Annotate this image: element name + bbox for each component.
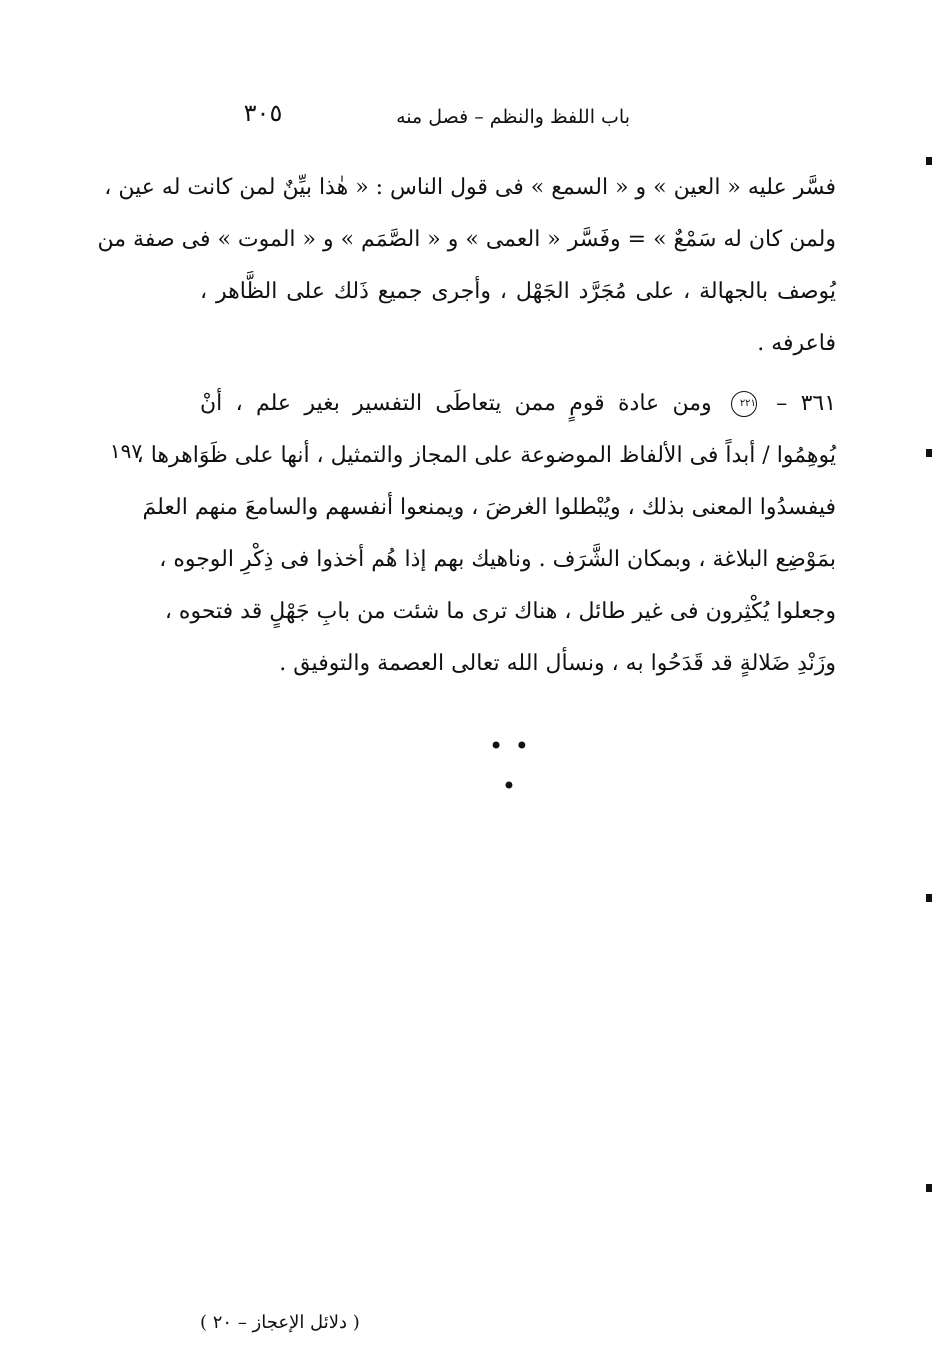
paragraph-number: ٣٦١ – (776, 391, 837, 416)
section-end-marks: • • • (489, 732, 531, 800)
paragraph-marker-circle: ٢٢١ (731, 391, 757, 417)
page-number: ٣٠٥ (243, 99, 283, 127)
paragraph-2-line: وجعلوا يُكْثِرون فى غير طائل ، هناك ترى ما شئت من بابِ جَهْلٍ قد فتحوه ، (164, 599, 836, 624)
paragraph-2-line: يُوهِمُوا / أبداً فى الألفاظ الموضوعة على المجاز والتمثيل ، أنها على ظَوَاهرها ، (136, 443, 836, 468)
paragraph-2-line: فيفسدُوا المعنى بذلك ، ويُبْطلوا الغرضَ ، ويمنعوا أنفسهم والسامعَ منهم العلمَ (142, 495, 836, 520)
paragraph-1-line: فاعرفه . (757, 331, 836, 356)
paragraph-1-line: فسَّر عليه « العين » و « السمع » فى قول الناس : « هٰذا بيِّنٌ لمن كانت له عين ، (104, 175, 836, 200)
paragraph-2-first-line (200, 378, 836, 430)
margin-page-reference: ١٩٧ (109, 439, 143, 463)
paragraph-2 (136, 378, 837, 690)
paragraph-1 (97, 162, 836, 370)
paragraph-1-line: يُوصف بالجهالة ، على مُجَرَّد الجَهْل ، وأجرى جميع ذَلك على الظَّاهر ، (200, 279, 836, 304)
paragraph-2-line: وزَنْدِ ضَلالةٍ قد قَدَحُوا به ، ونسأل الله تعالى العصمة والتوفيق . (279, 651, 836, 676)
edge-tick-mark (926, 449, 932, 457)
paragraph-2-line: بمَوْضِع البلاغة ، وبمكان الشَّرَف . وناهيك بهم إذا هُم أخذوا فى ذِكْرِ الوجوه ، (159, 547, 836, 572)
edge-tick-mark (926, 1184, 932, 1192)
paragraph-2-first-line-text: ومن عادة قومٍ ممن يتعاطَى التفسير بغير علم ، أنْ (200, 391, 712, 416)
running-header-title: باب اللفظ والنظم – فصل منه (396, 106, 630, 128)
edge-tick-mark (926, 157, 932, 165)
edge-tick-mark (926, 894, 932, 902)
paragraph-1-line: ولمن كان له سَمْعٌ » = وفَسَّر « العمى » و « الصَّمَم » و « الموت » فى صفة من (97, 227, 836, 252)
footer-signature: ( دلائل الإعجاز – ٢٠ ) (200, 1312, 360, 1333)
